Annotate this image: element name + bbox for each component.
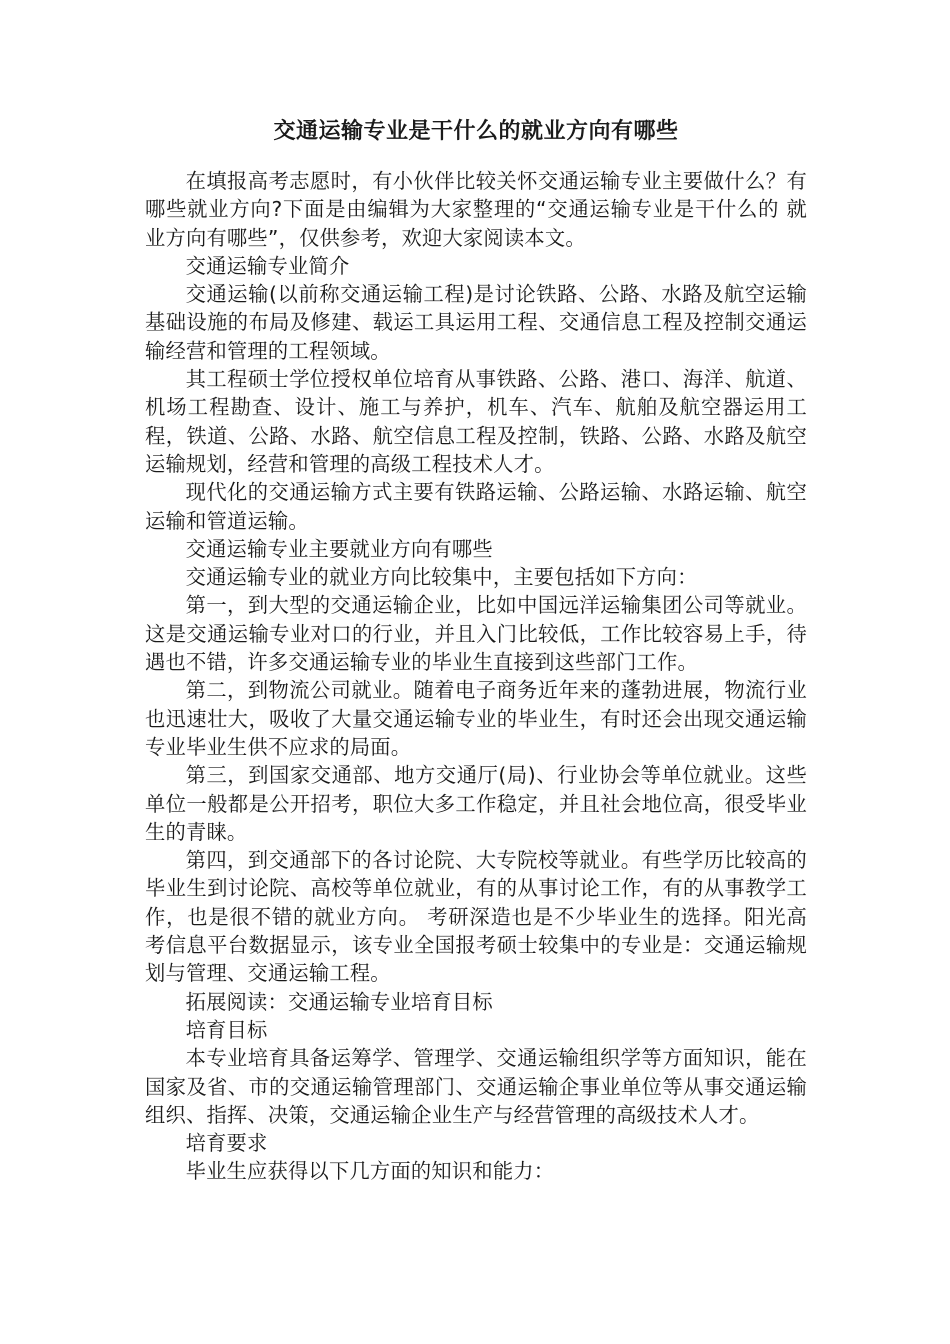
paragraph-definition: 交通运输(以前称交通运输工程)是讨论铁路、公路、水路及航空运输基础设施的布局及修建、载运工具运用工程、交通信息工程及控制交通运输经营和管理的工程领域。 [145,282,807,363]
paragraph-career-fourth: 第四，到交通部下的各讨论院、大专院校等就业。有些学历比较高的毕业生到讨论院、高校等单位就业，有的从事讨论工作，有的从事教学工作，也是很不错的就业方向。 考研深造也是不少毕业生的选择。阳光高考信息平台数据显示，该专业全国报考硕士较集中的专业是：交通运输规划与管理、交通运输工程。 [145,848,807,986]
paragraph-training-units: 其工程硕士学位授权单位培育从事铁路、公路、港口、海洋、航道、机场工程勘查、设计、施工与养护，机车、汽车、航舶及航空器运用工程，铁道、公路、水路、航空信息工程及控制，铁路、公路、水路及航空运输规划，经营和管理的高级工程技术人才。 [145,367,807,476]
paragraph-career-first: 第一，到大型的交通运输企业，比如中国远洋运输集团公司等就业。这是交通运输专业对口的行业，并且入门比较低，工作比较容易上手，待遇也不错，许多交通运输专业的毕业生直接到这些部门工作。 [145,593,807,675]
paragraph-requirements: 毕业生应获得以下几方面的知识和能力： [185,1159,555,1184]
section-heading-requirements: 培育要求 [185,1131,268,1156]
section-heading-intro: 交通运输专业简介 [185,253,350,278]
paragraph-career-third: 第三，到国家交通部、地方交通厅(局)、行业协会等单位就业。这些单位一般都是公开招考，职位大多工作稳定，并且社会地位高，很受毕业生的青睐。 [145,763,807,844]
paragraph-goals: 本专业培育具备运筹学、管理学、交通运输组织学等方面知识，能在国家及省、市的交通运输管理部门、交通运输企事业单位等从事交通运输组织、指挥、决策，交通运输企业生产与经营管理的高级技术人才。 [145,1046,807,1127]
paragraph-career-second: 第二，到物流公司就业。随着电子商务近年来的蓬勃进展，物流行业也迅速壮大，吸收了大量交通运输专业的毕业生，有时还会出现交通运输专业毕业生供不应求的局面。 [145,678,807,759]
document-title: 交通运输专业是干什么的就业方向有哪些 [273,119,679,144]
paragraph-careers-summary: 交通运输专业的就业方向比较集中，主要包括如下方向： [185,565,698,590]
section-heading-extended: 拓展阅读：交通运输专业培育目标 [185,989,493,1014]
paragraph-modes: 现代化的交通运输方式主要有铁路运输、公路运输、水路运输、航空运输和管道运输。 [145,480,807,533]
document-page [145,116,807,1186]
section-heading-goals: 培育目标 [185,1017,268,1042]
section-heading-careers: 交通运输专业主要就业方向有哪些 [185,536,493,561]
intro-paragraph: 在填报高考志愿时，有小伙伴比较关怀交通运输专业主要做什么？有哪些就业方向?下面是由编辑为大家整理的“交通运输专业是干什么的 就业方向有哪些”，仅供参考，欢迎大家阅读本文。 [145,169,807,250]
